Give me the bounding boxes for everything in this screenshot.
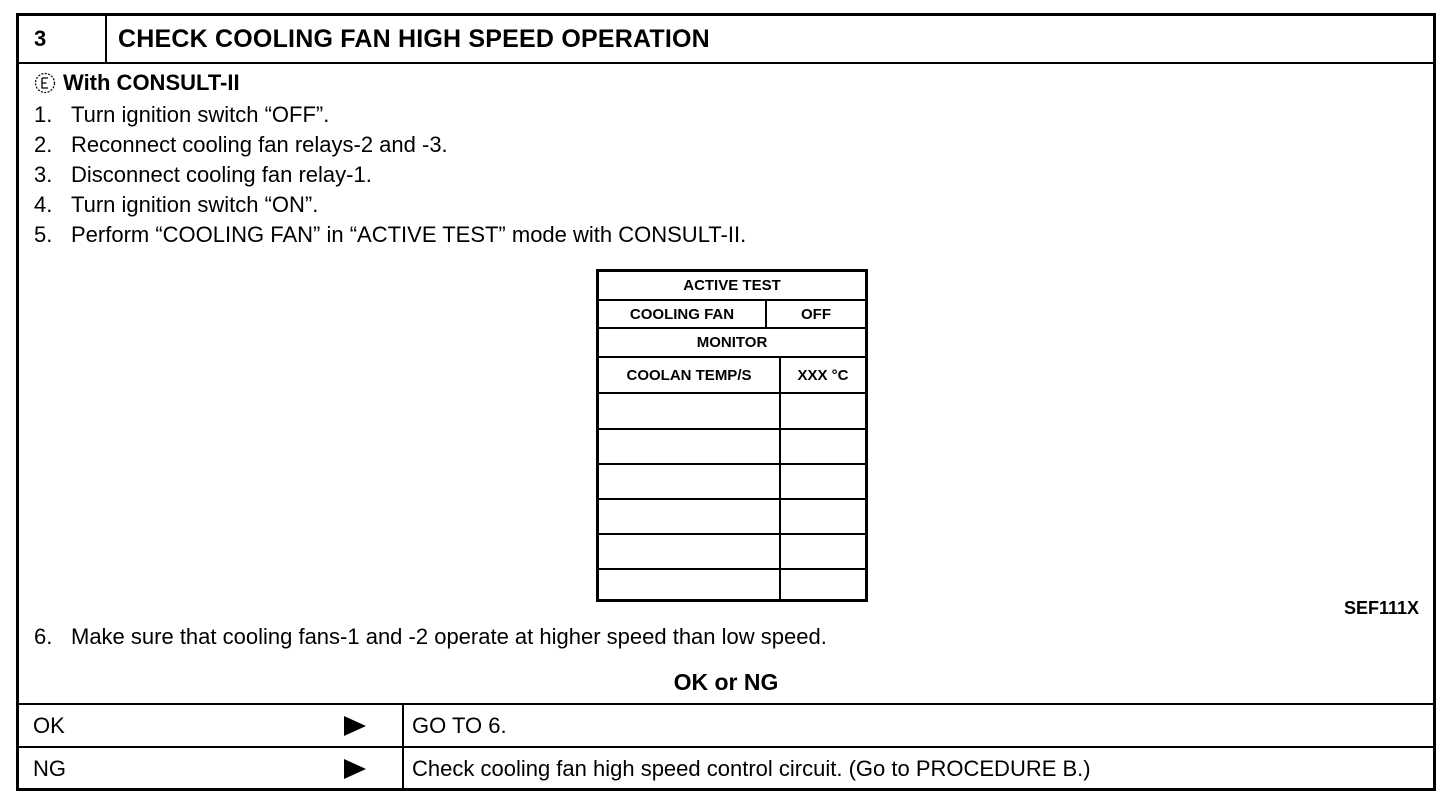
monitor-item: COOLAN TEMP/S: [626, 366, 752, 384]
step-6: 6. Make sure that cooling fans-1 and -2 operate at higher speed than low speed.: [34, 624, 827, 649]
arrow-right-icon: [344, 759, 366, 779]
screen-title: ACTIVE TEST: [599, 272, 865, 301]
step-header: [19, 16, 1433, 64]
result-label: NG: [33, 756, 66, 781]
list-item: 1. Turn ignition switch “OFF”.: [34, 102, 330, 127]
result-row-ok: [19, 703, 1433, 746]
list-item: 3. Disconnect cooling fan relay-1.: [34, 162, 372, 187]
consult-heading: [34, 68, 240, 98]
result-label: OK: [33, 713, 65, 738]
active-test-screen: [596, 269, 868, 602]
arrow-right-icon: [344, 716, 366, 736]
step-list: [34, 100, 746, 250]
step-title: CHECK COOLING FAN HIGH SPEED OPERATION: [118, 25, 710, 53]
consult-tool-icon: [34, 72, 56, 94]
result-action: GO TO 6.: [412, 713, 507, 738]
result-row-ng: [19, 746, 1433, 789]
test-value: OFF: [801, 305, 831, 323]
list-item: 5. Perform “COOLING FAN” in “ACTIVE TEST” mode with CONSULT-II.: [34, 222, 747, 247]
consult-label: With CONSULT-II: [63, 70, 240, 95]
monitor-divider: [779, 358, 781, 600]
monitor-value: XXX °C: [797, 366, 849, 384]
verdict-heading: OK or NG: [673, 669, 779, 695]
procedure-frame: [16, 13, 1436, 791]
test-row: [599, 301, 865, 329]
step-number: 3: [19, 16, 107, 62]
monitor-label: MONITOR: [599, 329, 865, 358]
test-item: COOLING FAN: [629, 305, 735, 323]
figure-code: SEF111X: [1343, 598, 1419, 618]
result-action: Check cooling fan high speed control circuit. (Go to PROCEDURE B.): [412, 756, 1091, 781]
monitor-row: [599, 358, 865, 394]
list-item: 4. Turn ignition switch “ON”.: [34, 192, 319, 217]
list-item: 2. Reconnect cooling fan relays-2 and -3.: [34, 132, 448, 157]
